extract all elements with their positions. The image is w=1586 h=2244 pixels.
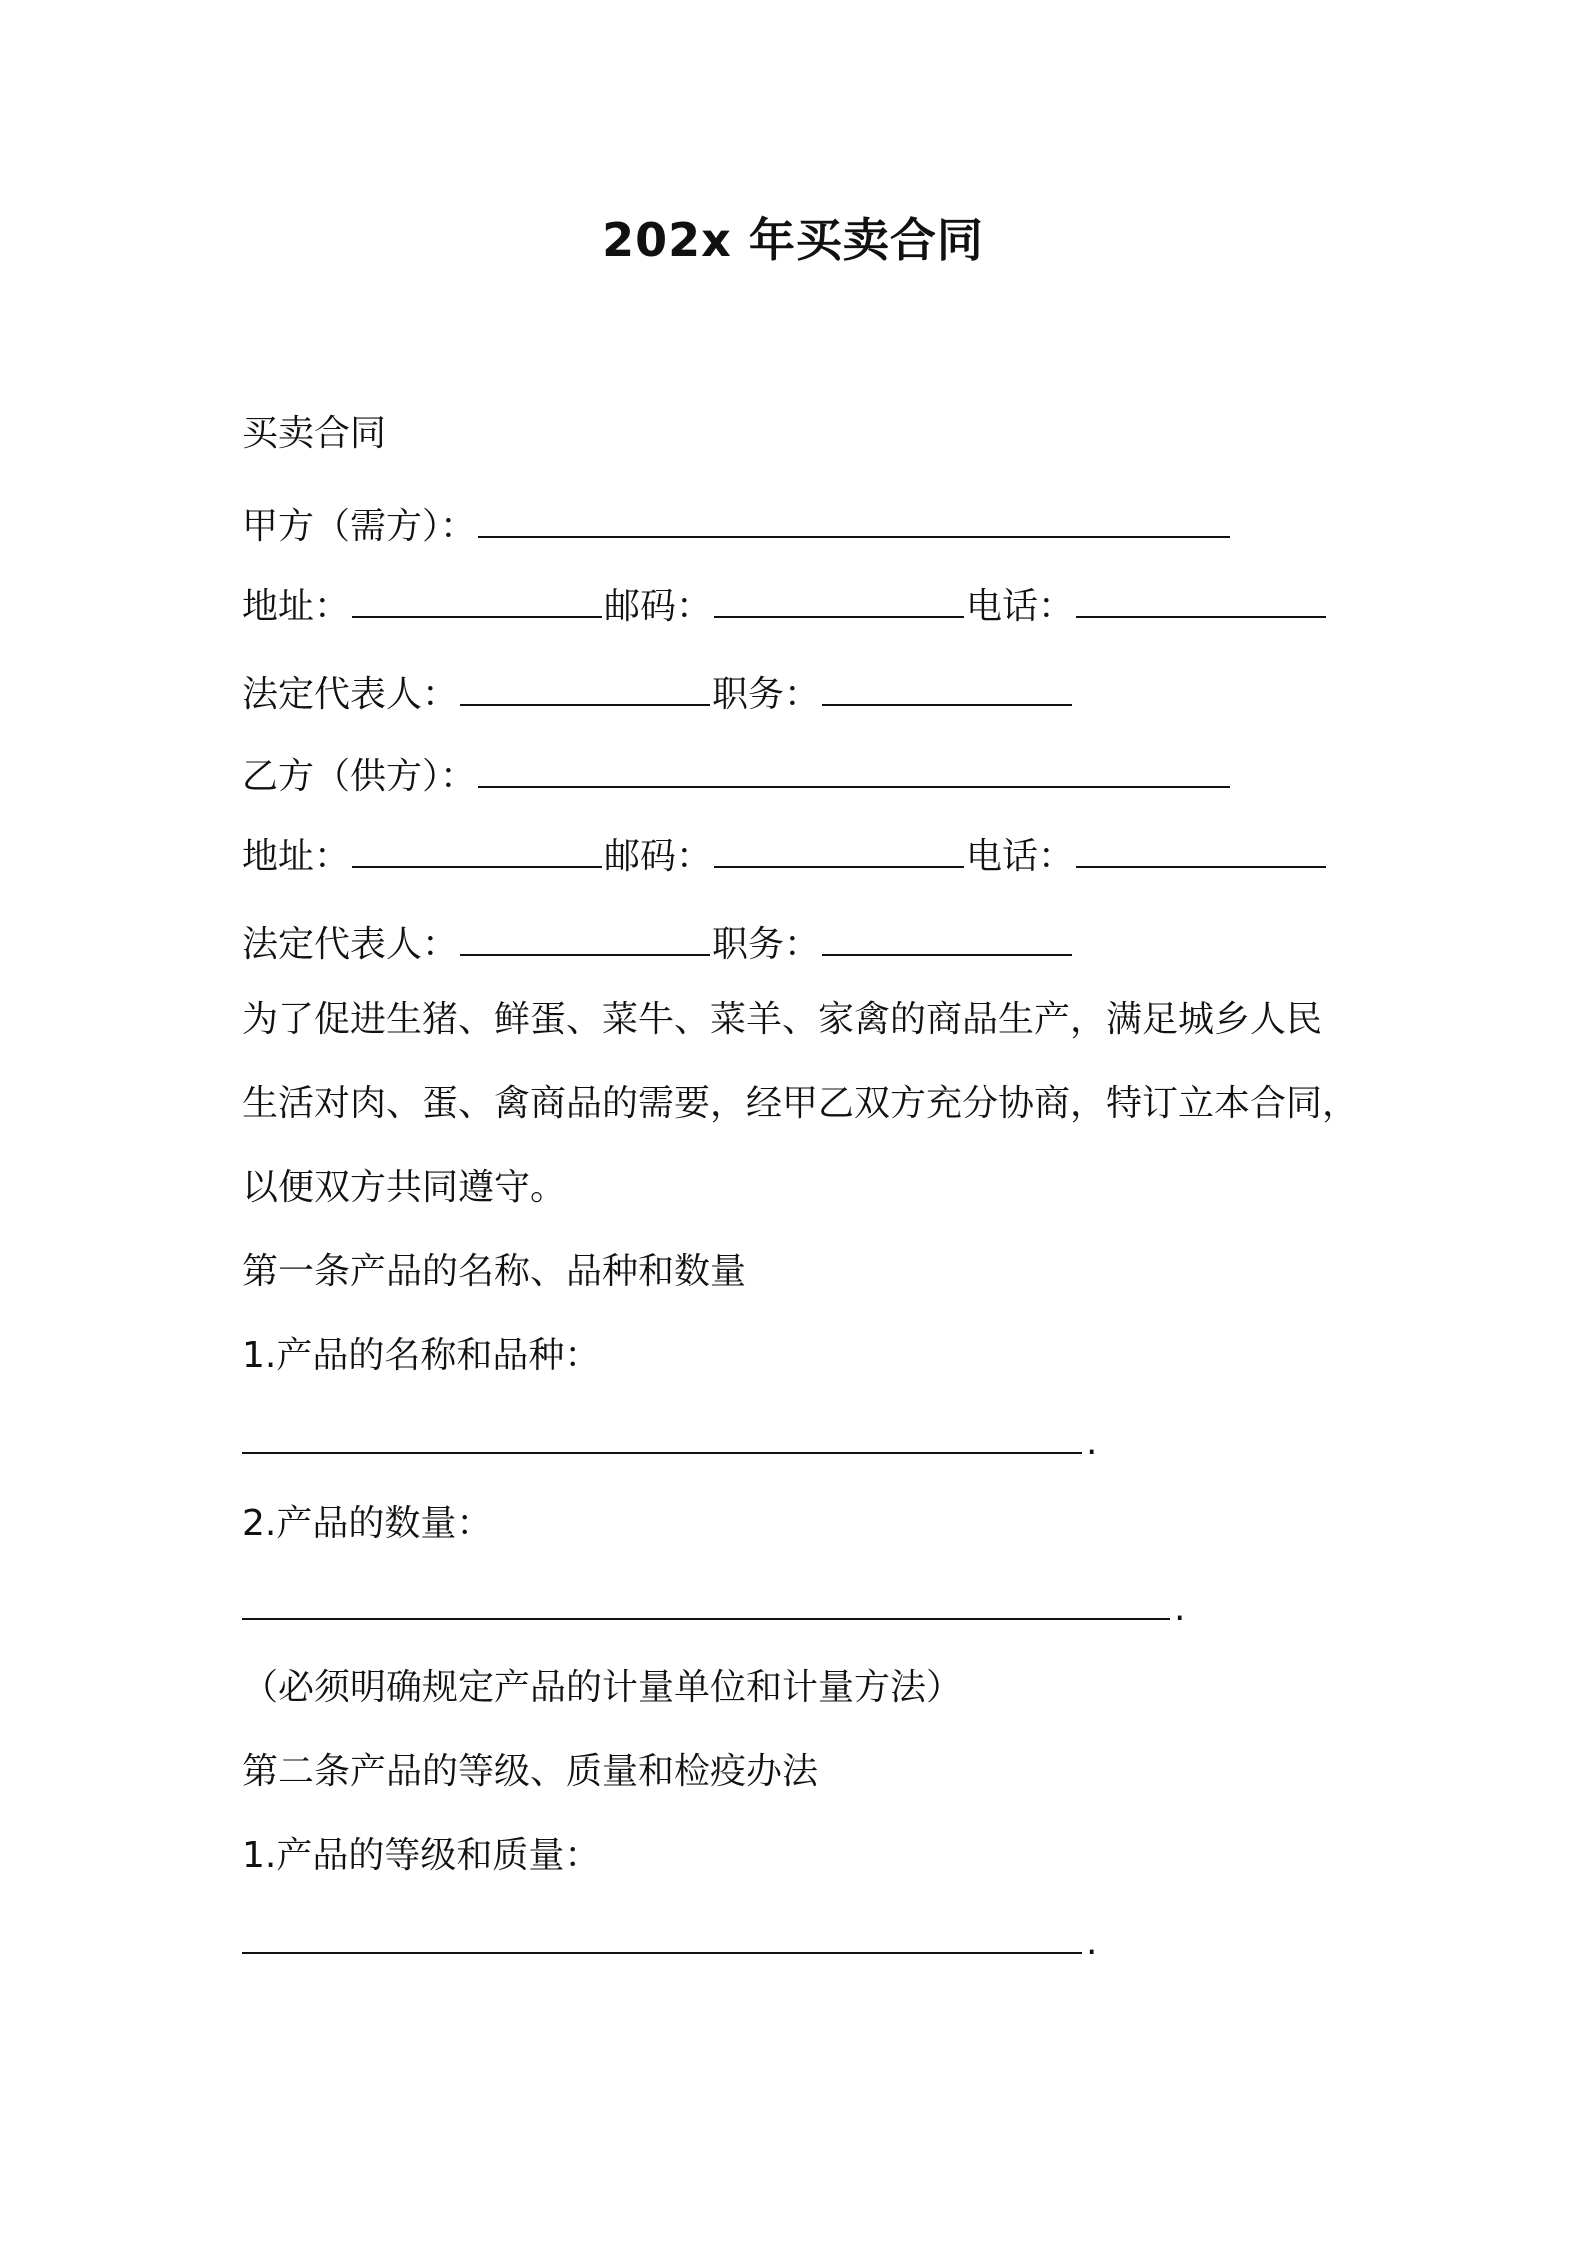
intro-line: 生活对肉、蛋、禽商品的需要，经甲乙双方充分协商，特订立本合同， xyxy=(242,1083,1359,1124)
period: . xyxy=(1086,1422,1098,1463)
article-1-note: （必须明确规定产品的计量单位和计量方法） xyxy=(242,1667,963,1708)
article-1-item-1-blank xyxy=(242,1418,1082,1454)
party-a-postcode-blank xyxy=(714,582,964,618)
party-a-rep-label: 法定代表人： xyxy=(242,674,459,715)
party-a-contact-line xyxy=(242,582,1328,631)
document-title: 202x 年买卖合同 xyxy=(602,213,984,267)
article-1-item-2-blank xyxy=(242,1584,1170,1620)
party-b-phone-blank xyxy=(1076,832,1326,868)
article-1-item-1-label: 1.产品的名称和品种： xyxy=(242,1335,601,1376)
period: . xyxy=(1174,1588,1186,1629)
party-b-phone-label: 电话： xyxy=(966,836,1075,877)
party-b-line xyxy=(242,752,1232,801)
article-2-item-1-blank xyxy=(242,1918,1082,1954)
period: . xyxy=(1086,1922,1098,1963)
party-a-postcode-label: 邮码： xyxy=(604,586,713,627)
party-a-blank xyxy=(478,502,1230,538)
party-b-postcode-label: 邮码： xyxy=(604,836,713,877)
party-b-position-blank xyxy=(822,920,1072,956)
article-1-item-2-label: 2.产品的数量： xyxy=(242,1503,493,1544)
party-a-rep-blank xyxy=(460,670,710,706)
party-b-postcode-blank xyxy=(714,832,964,868)
party-b-address-blank xyxy=(352,832,602,868)
party-a-rep-line xyxy=(242,670,1074,719)
party-b-label: 乙方（供方）： xyxy=(242,756,477,797)
party-a-phone-label: 电话： xyxy=(966,586,1075,627)
party-b-blank xyxy=(478,752,1230,788)
article-2-item-1-fill-line xyxy=(242,1918,1097,1967)
party-b-contact-line xyxy=(242,832,1328,881)
contract-heading: 买卖合同 xyxy=(242,413,387,454)
article-1-title: 第一条产品的名称、品种和数量 xyxy=(242,1251,747,1292)
party-b-rep-blank xyxy=(460,920,710,956)
article-2-title: 第二条产品的等级、质量和检疫办法 xyxy=(242,1751,819,1792)
intro-line: 为了促进生猪、鲜蛋、菜牛、菜羊、家禽的商品生产，满足城乡人民 xyxy=(242,999,1323,1040)
party-b-rep-label: 法定代表人： xyxy=(242,924,459,965)
party-a-address-label: 地址： xyxy=(242,586,351,627)
party-a-position-label: 职务： xyxy=(712,674,821,715)
article-2-item-1-label: 1.产品的等级和质量： xyxy=(242,1835,601,1876)
party-a-phone-blank xyxy=(1076,582,1326,618)
party-b-rep-line xyxy=(242,920,1074,969)
article-1-item-1-fill-line xyxy=(242,1418,1097,1467)
party-b-address-label: 地址： xyxy=(242,836,351,877)
article-1-item-2-fill-line xyxy=(242,1584,1185,1633)
party-a-line xyxy=(242,502,1232,551)
party-a-address-blank xyxy=(352,582,602,618)
party-a-position-blank xyxy=(822,670,1072,706)
party-a-label: 甲方（需方）： xyxy=(242,506,477,547)
party-b-position-label: 职务： xyxy=(712,924,821,965)
intro-line: 以便双方共同遵守。 xyxy=(242,1167,567,1208)
